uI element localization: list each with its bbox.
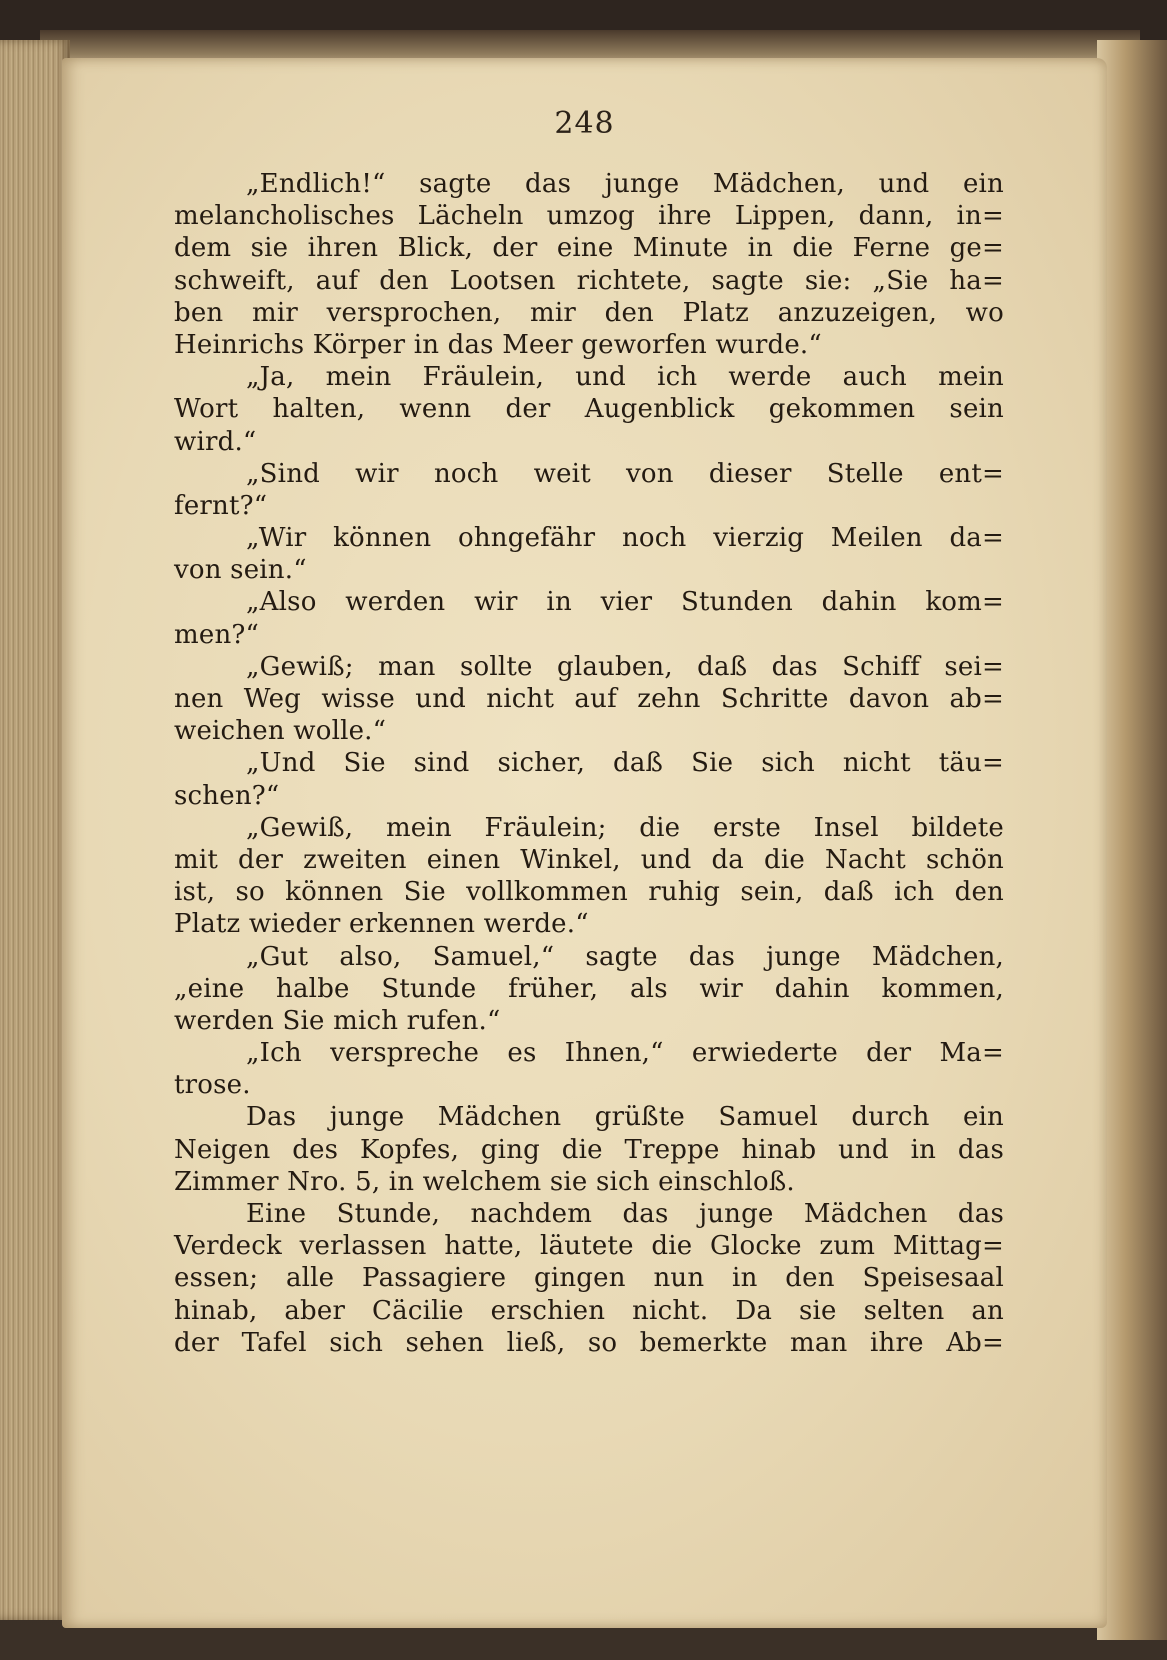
facing-page-edge — [1097, 40, 1167, 1640]
text-line: „Endlich!“ sagte das junge Mädchen, und ein — [246, 169, 1004, 199]
text-line: Verdeck verlassen hatte, läutete die Glocke zum Mittag= — [174, 1231, 1004, 1262]
text-line: der Tafel sich sehen ließ, so bemerkte man ihre Ab= — [174, 1327, 1004, 1358]
text-line: „Also werden wir in vier Stunden dahin kom= — [246, 587, 1004, 618]
text-line: Eine Stunde, nachdem das junge Mädchen das — [246, 1199, 1004, 1229]
text-line: „Sind wir noch weit von dieser Stelle ent= — [246, 458, 1004, 489]
book-page — [62, 58, 1107, 1628]
text-line: Platz wieder erkennen werde.“ — [174, 909, 589, 940]
text-line: schen?“ — [174, 780, 280, 811]
text-line: „Gewiß; man sollte glauben, daß das Schiff sei= — [246, 651, 1004, 682]
text-line: melancholisches Lächeln umzog ihre Lippen, dann, in= — [174, 201, 1004, 232]
text-line: ist, so können Sie vollkommen ruhig sein, daß ich den — [174, 877, 1004, 908]
text-line: trose. — [174, 1070, 251, 1101]
text-line: „Wir können ohngefähr noch vierzig Meilen da= — [246, 523, 1004, 554]
text-line: Neigen des Kopfes, ging die Treppe hinab und in das — [174, 1134, 1004, 1165]
text-line: essen; alle Passagiere gingen nun in den Speisesaal — [174, 1263, 1004, 1294]
text-line: Heinrichs Körper in das Meer geworfen wurde.“ — [174, 329, 822, 360]
text-line: Wort halten, wenn der Augenblick gekommen sein — [174, 394, 1004, 425]
text-line: mit der zweiten einen Winkel, und da die Nacht schön — [174, 844, 1004, 875]
text-line: „eine halbe Stunde früher, als wir dahin kommen, — [174, 973, 1004, 1004]
text-line: „Gut also, Samuel,“ sagte das junge Mädchen, — [246, 941, 1004, 972]
text-line: Das junge Mädchen grüßte Samuel durch ein — [246, 1102, 1004, 1133]
body-text — [174, 168, 1004, 1359]
text-line: weichen wolle.“ — [174, 716, 387, 747]
text-line: „Und Sie sind sicher, daß Sie sich nicht täu= — [246, 748, 1004, 779]
text-line: Zimmer Nro. 5, in welchem sie sich einschloß. — [174, 1166, 795, 1197]
text-line: hinab, aber Cäcilie erschien nicht. Da sie selten an — [174, 1295, 1004, 1326]
text-line: ben mir versprochen, mir den Platz anzuzeigen, wo — [174, 297, 1004, 328]
text-line: „Ich verspreche es Ihnen,“ erwiederte der Ma= — [246, 1038, 1004, 1069]
text-line: nen Weg wisse und nicht auf zehn Schritte davon ab= — [174, 684, 1004, 714]
text-line: dem sie ihren Blick, der eine Minute in die Ferne ge= — [174, 233, 1004, 264]
text-line: „Gewiß, mein Fräulein; die erste Insel bildete — [246, 812, 1004, 843]
text-line: fernt?“ — [174, 490, 268, 521]
text-line: „Ja, mein Fräulein, und ich werde auch mein — [246, 362, 1004, 393]
page-stack-edge — [0, 40, 70, 1620]
text-line: werden Sie mich rufen.“ — [174, 1005, 501, 1036]
text-line: wird.“ — [174, 426, 257, 457]
text-line: von sein.“ — [174, 555, 307, 586]
text-line: schweift, auf den Lootsen richtete, sagte sie: „Sie ha= — [174, 265, 1004, 296]
text-line: men?“ — [174, 619, 260, 650]
page-number: 248 — [554, 106, 615, 141]
